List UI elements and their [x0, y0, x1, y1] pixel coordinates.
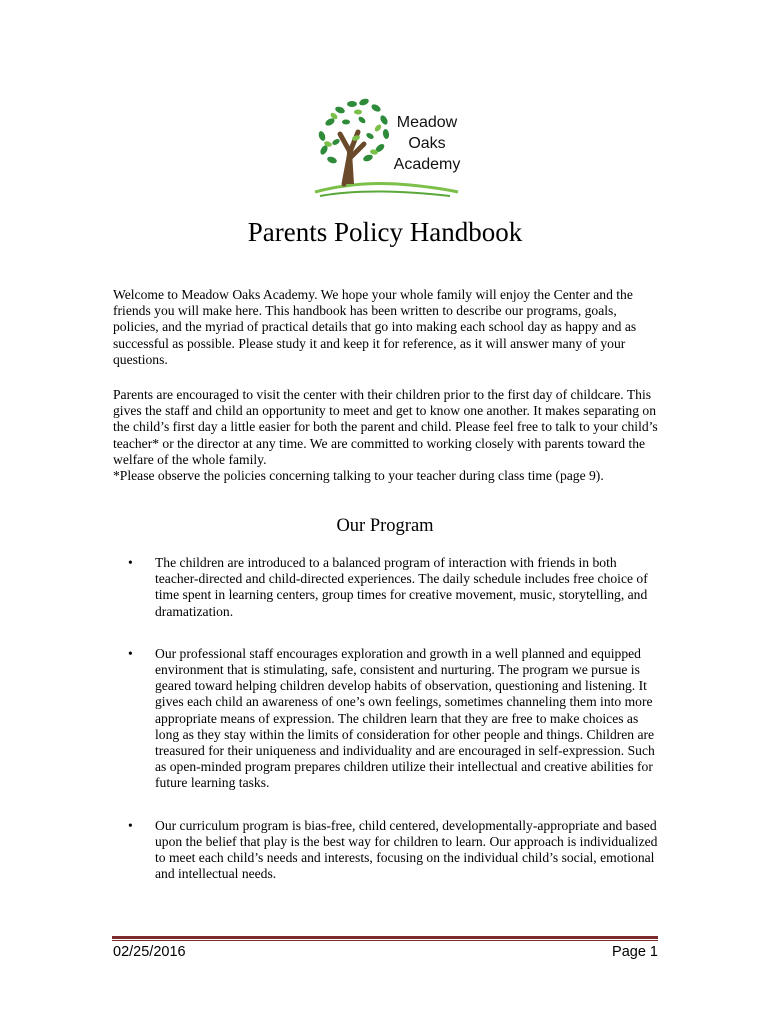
logo-wordmark — [392, 112, 462, 175]
logo-line-2: Oaks — [408, 135, 446, 152]
bullet-icon: • — [128, 555, 133, 570]
bullet-icon: • — [128, 645, 133, 661]
program-bullet-list — [128, 555, 658, 908]
intro-paragraph-visits — [113, 387, 658, 484]
intro-paragraph-visits-text: Parents are encouraged to visit the center with their children prior to the first day of childcare. This gives the staff and child an opportunity to meet and get to know one another. It makes separating on the child’s first day a little easier for both the parent and child. Please feel free to talk to your child’s teacher* or the director at any time. We are committed to working closely with parents toward the welfare of the whole family. — [113, 387, 658, 467]
list-item — [128, 555, 658, 620]
list-item-text: Our professional staff encourages exploration and growth in a well planned and equipped environment that is stimulating, safe, consistent and nurturing. The program we pursue is geared toward helping children develop habits of observation, questioning and listening. It gives each child an awareness of one’s own feelings, sometimes channeling them into more appropriate means of expression. The children learn that they are free to make choices as long as they stay within the limits of consideration for other people and things. Children are treasured for their uniqueness and individuality and are encouraged in self-expression. Such as open-minded program prepares children utilize their intellectual and creative abilities for future learning tasks. — [155, 645, 655, 791]
section-heading-program: Our Program — [336, 516, 434, 536]
intro-paragraph-welcome: Welcome to Meadow Oaks Academy. We hope your whole family will enjoy the Center and the friends you will make here. This handbook has been written to describe our programs, goals, policies, and the myriad of practical details that go into making each school day as happy and as successful as possible. Please study it and keep it for reference, as it will answer many of your questions. — [113, 287, 637, 367]
document-title: Parents Policy Handbook — [247, 217, 523, 247]
list-item-text: Our curriculum program is bias-free, child centered, developmentally-appropriate and based upon the belief that play is the best way for children to learn. Our approach is individualized to meet each child’s needs and interests, focusing on the individual child’s social, emotional and intellectual needs. — [155, 817, 658, 882]
intro-footnote: *Please observe the policies concerning talking to your teacher during class time (page 9). — [113, 468, 604, 484]
footer-page-number: Page 1 — [612, 944, 658, 960]
bullet-icon: • — [128, 817, 133, 833]
logo-line-3: Academy — [393, 156, 461, 173]
footer-date: 02/25/2016 — [113, 944, 186, 960]
list-item — [128, 646, 658, 792]
list-item-text: The children are introduced to a balanced program of interaction with friends in both teacher-directed and child-directed experiences. The daily schedule includes free choice of time spent in learning centers, group times for creative movement, music, storytelling, and dramatization. — [155, 555, 648, 619]
logo-line-1: Meadow — [396, 114, 458, 131]
footer-divider-thin — [112, 940, 658, 941]
list-item — [128, 818, 658, 883]
footer-divider — [112, 936, 658, 939]
